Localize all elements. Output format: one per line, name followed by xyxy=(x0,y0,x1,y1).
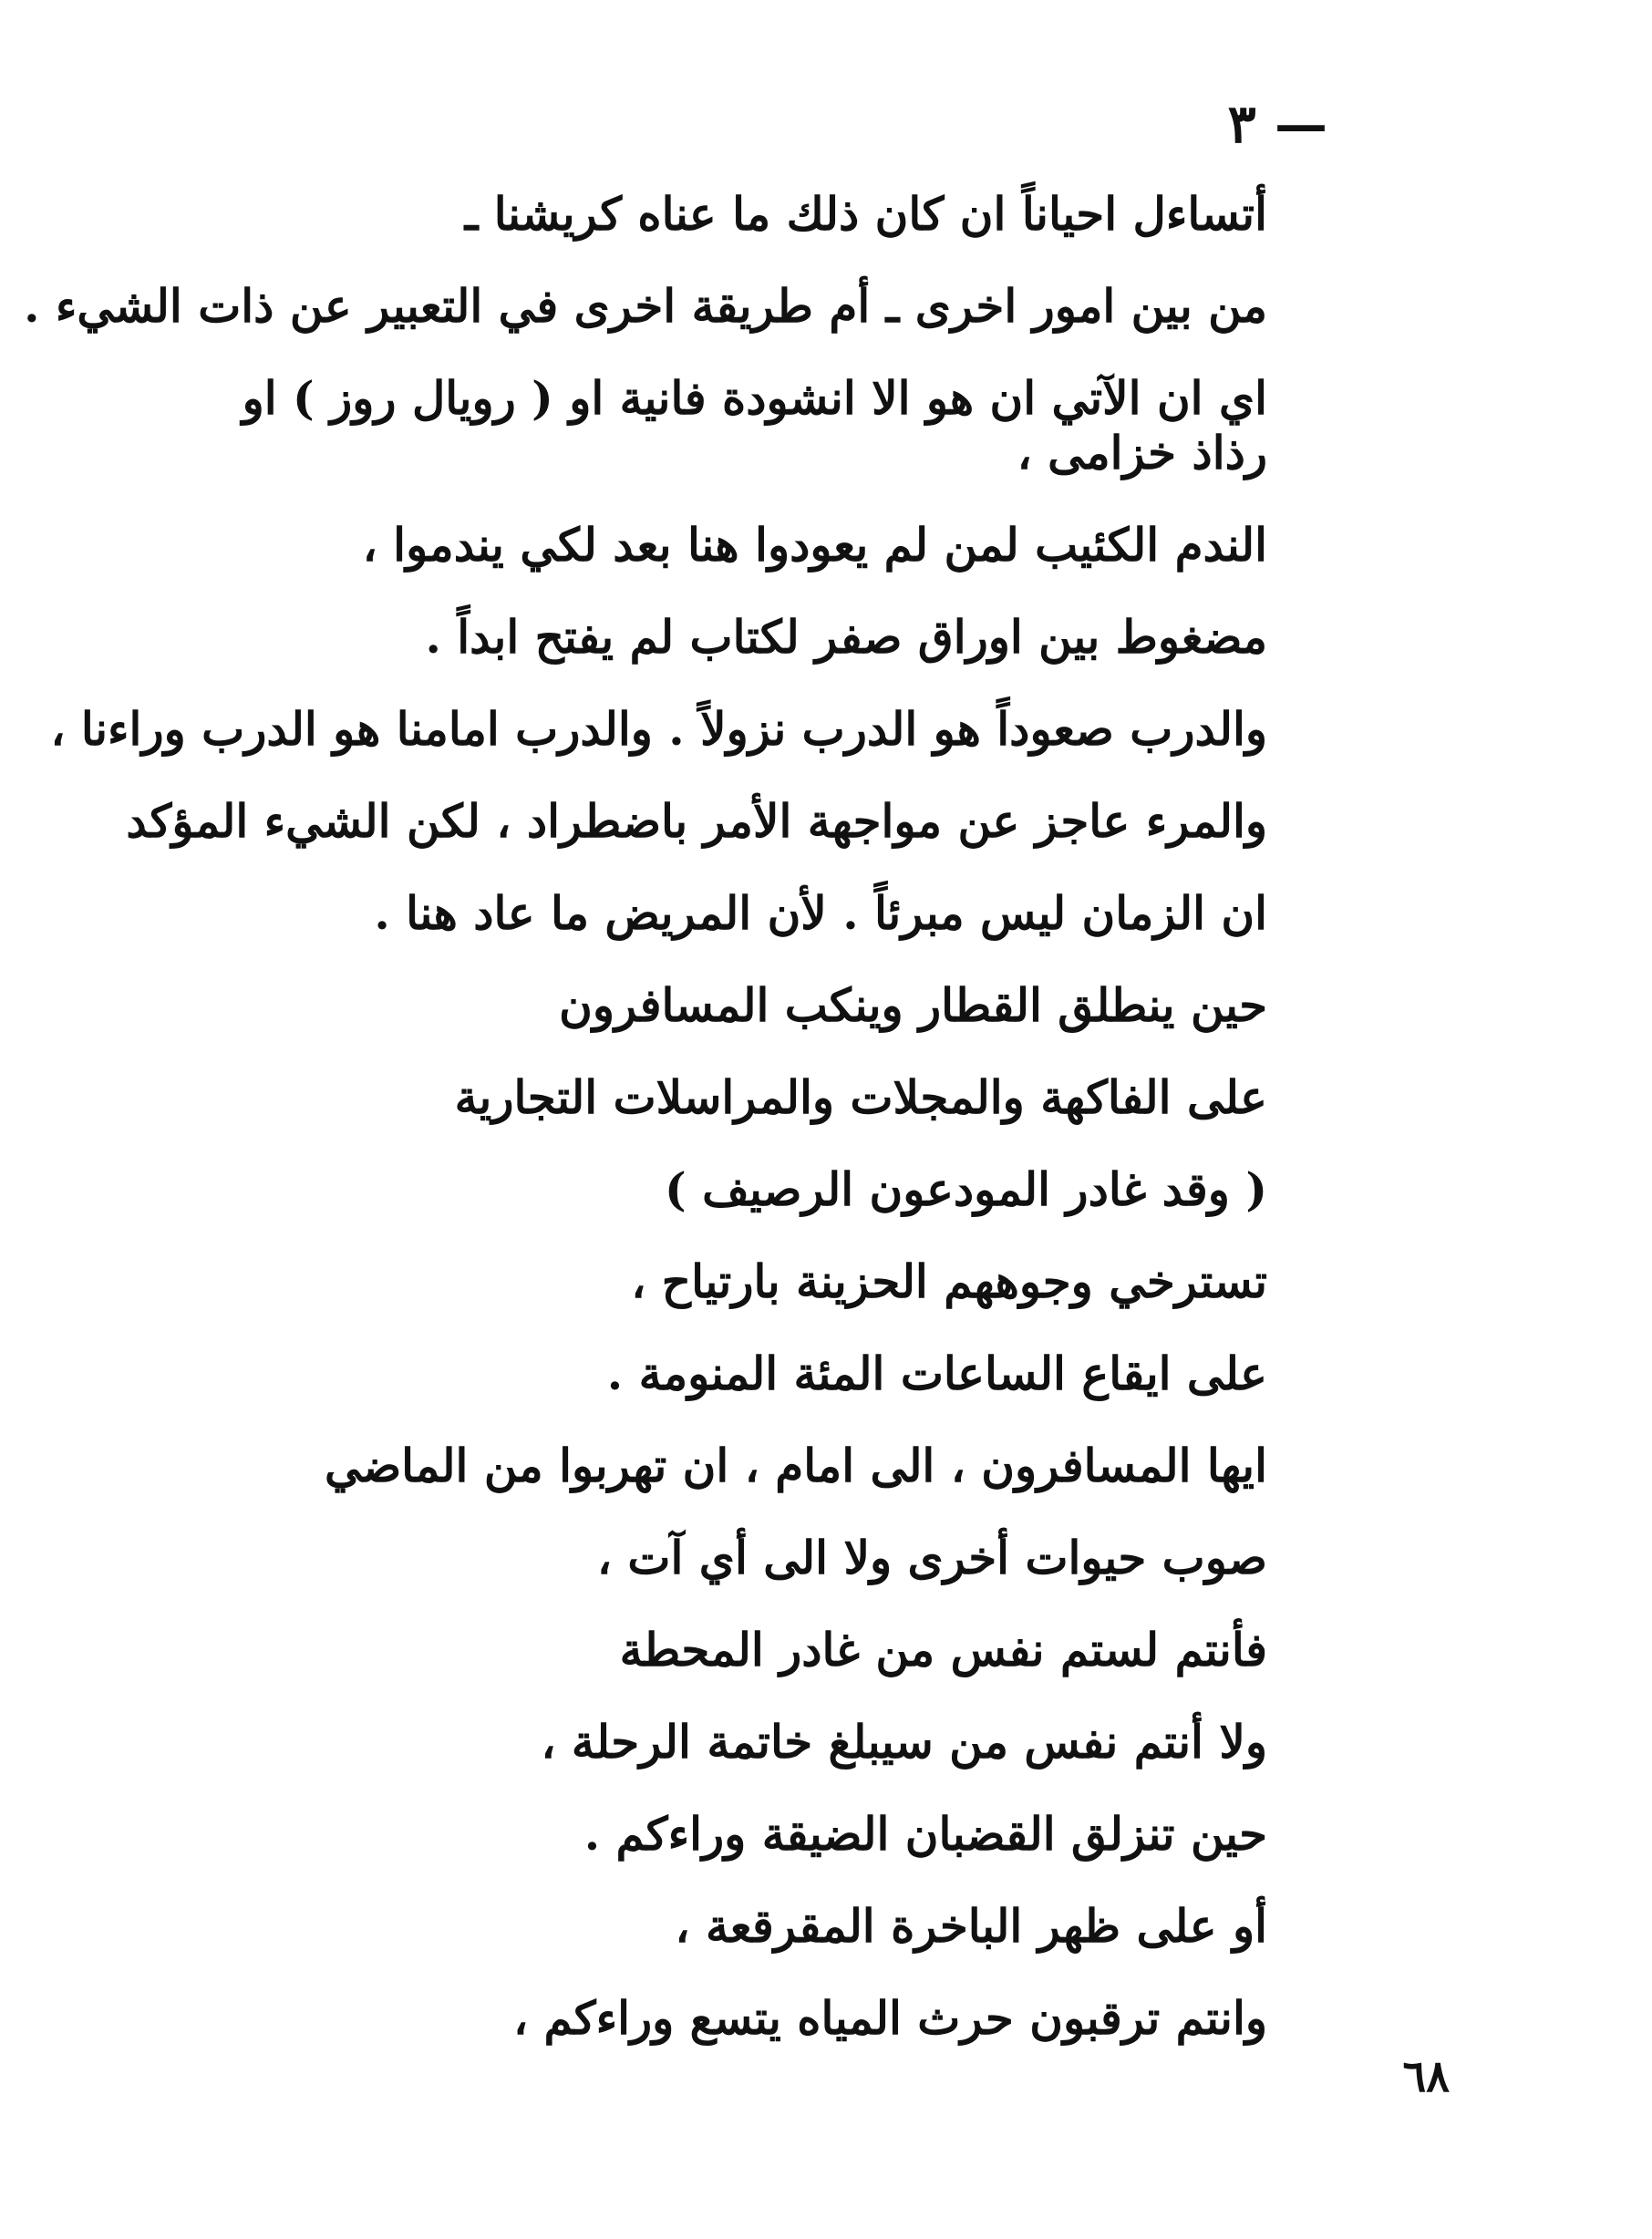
poem-line: أتساءل احياناً ان كان ذلك ما عناه كريشنا ـ xyxy=(464,187,1267,241)
poem-line: اي ان الآتي ان هو الا انشودة فانية او ( رويال روز ) او رذاذ خزامى ، xyxy=(242,371,1267,480)
poem-line: وانتم ترقبون حرث المياه يتسع وراءكم ، xyxy=(512,1991,1267,2045)
poem-line: على الفاكهة والمجلات والمراسلات التجارية xyxy=(454,1070,1267,1124)
poem-line: ان الزمان ليس مبرئاً . لأن المريض ما عاد هنا . xyxy=(374,886,1267,940)
poem-line: مضغوط بين اوراق صفر لكتاب لم يفتح ابداً . xyxy=(425,610,1267,664)
poem-line: ولا أنتم نفس من سيبلغ خاتمة الرحلة ، xyxy=(541,1715,1267,1769)
poem-line: صوب حيوات أخرى ولا الى أي آت ، xyxy=(596,1531,1267,1584)
poem-line: من بين امور اخرى ـ أم طريقة اخرى في التعبير عن ذات الشيء . xyxy=(24,279,1267,333)
section-number: — ٣ xyxy=(1227,93,1327,155)
page-number: ٦٨ xyxy=(1402,2051,1450,2102)
poem-line: أو على ظهر الباخرة المقرقعة ، xyxy=(675,1899,1267,1953)
poem-line: حين ينطلق القطار وينكب المسافرون xyxy=(559,978,1267,1032)
poem-line: الندم الكئيب لمن لم يعودوا هنا بعد لكي يندموا ، xyxy=(362,518,1267,572)
poem-line: تسترخي وجوههم الحزينة بارتياح ، xyxy=(631,1254,1267,1308)
poem-line: فأنتم لستم نفس من غادر المحطة xyxy=(619,1623,1267,1677)
poem-line: والمرء عاجز عن مواجهة الأمر باضطراد ، لكن الشيء المؤكد xyxy=(126,794,1267,848)
poem-line: والدرب صعوداً هو الدرب نزولاً . والدرب امامنا هو الدرب وراءنا ، xyxy=(50,702,1267,756)
poem-line: حين تنزلق القضبان الضيقة وراءكم . xyxy=(583,1807,1267,1861)
poem-line: ( وقد غادر المودعون الرصيف ) xyxy=(665,1162,1267,1216)
poem-line: على ايقاع الساعات المئة المنومة . xyxy=(606,1346,1267,1400)
poem-body xyxy=(24,187,1267,2083)
poem-line: ايها المسافرون ، الى امام ، ان تهربوا من الماضي xyxy=(325,1439,1267,1492)
